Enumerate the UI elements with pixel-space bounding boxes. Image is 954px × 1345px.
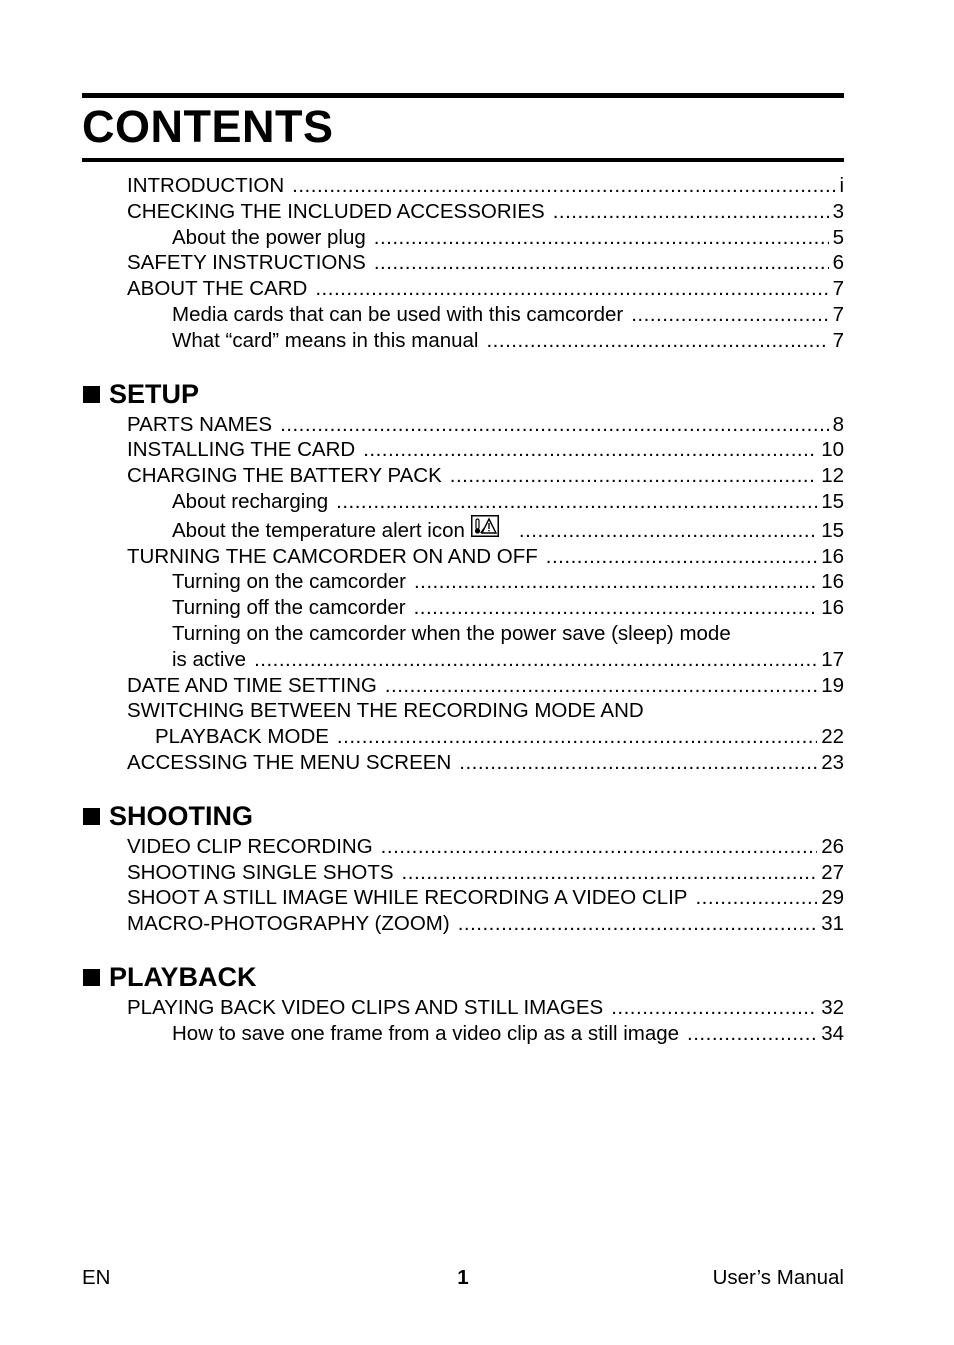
leader-dots — [687, 1021, 817, 1047]
section-heading-text: PLAYBACK — [109, 962, 257, 993]
toc-entry[interactable] — [82, 698, 844, 724]
title-rule-bottom — [82, 158, 844, 162]
leader-dots — [611, 995, 817, 1021]
toc-entry[interactable] — [82, 463, 844, 489]
footer-page-number: 1 — [457, 1266, 469, 1289]
toc-entry-page: 17 — [821, 647, 844, 671]
toc-entry-page: 29 — [821, 886, 844, 910]
leader-dots — [315, 276, 828, 302]
section-heading — [82, 961, 844, 995]
leader-dots — [363, 437, 817, 463]
leader-dots — [458, 911, 817, 937]
toc-entry-page: 16 — [821, 596, 844, 620]
toc-entry-label: ABOUT THE CARD — [127, 277, 308, 301]
toc-entry[interactable] — [82, 647, 844, 673]
toc-entry-label: MACRO-PHOTOGRAPHY (ZOOM) — [127, 912, 450, 936]
square-bullet-icon — [83, 808, 100, 825]
square-bullet-icon — [83, 969, 100, 986]
toc-section-setup — [82, 378, 844, 776]
leader-dots — [280, 412, 829, 438]
temperature-alert-icon — [471, 515, 499, 544]
toc-entry-page: 7 — [832, 277, 844, 301]
toc-entry-label: VIDEO CLIP RECORDING — [127, 834, 373, 858]
toc-section-shooting — [82, 800, 844, 937]
toc-entry-label: CHARGING THE BATTERY PACK — [127, 464, 442, 488]
leader-dots — [381, 834, 818, 860]
toc-entry-label: ACCESSING THE MENU SCREEN — [127, 750, 452, 774]
toc-entry[interactable] — [82, 225, 844, 251]
toc-entry[interactable] — [82, 173, 844, 199]
toc-entry[interactable] — [82, 515, 844, 544]
toc-entry[interactable] — [82, 437, 844, 463]
leader-dots — [402, 860, 818, 886]
leader-dots — [337, 724, 817, 750]
toc-entry-page: i — [839, 174, 844, 197]
toc-entry-page: 22 — [821, 725, 844, 749]
toc-entry-label: is active — [172, 647, 247, 671]
toc-entry-page: 7 — [832, 302, 844, 326]
toc-entry-page: 10 — [821, 438, 844, 462]
toc-entry-label: PARTS NAMES — [127, 412, 273, 436]
leader-dots — [553, 199, 829, 225]
toc-entry[interactable] — [82, 489, 844, 515]
leader-dots — [374, 225, 829, 251]
leader-dots — [450, 463, 817, 489]
toc-entry-page: 6 — [832, 251, 844, 275]
toc-entry-page: 31 — [821, 912, 844, 936]
toc-entry-page: 15 — [821, 518, 844, 542]
toc-entry[interactable] — [82, 621, 844, 647]
toc-entry-label: Media cards that can be used with this camcorder — [172, 302, 624, 326]
toc-entry[interactable] — [82, 673, 844, 699]
toc-entry[interactable] — [82, 1021, 844, 1047]
leader-dots — [459, 750, 817, 776]
leader-dots — [546, 544, 817, 570]
table-of-contents — [82, 173, 844, 1047]
toc-entry-label: About the power plug — [172, 225, 366, 249]
section-heading — [82, 800, 844, 834]
toc-entry-label: PLAYING BACK VIDEO CLIPS AND STILL IMAGES — [127, 995, 604, 1019]
section-heading-text: SETUP — [109, 379, 200, 410]
leader-dots — [374, 250, 829, 276]
toc-entry-page: 8 — [832, 412, 844, 436]
leader-dots — [292, 173, 835, 199]
toc-entry-label: Turning off the camcorder — [172, 596, 406, 620]
leader-dots — [385, 673, 817, 699]
toc-entry[interactable] — [82, 834, 844, 860]
leader-dots — [336, 489, 817, 515]
toc-entry-page: 16 — [821, 570, 844, 594]
toc-entry[interactable] — [82, 276, 844, 302]
toc-entry-label: About the temperature alert icon — [172, 518, 465, 542]
toc-entry[interactable] — [82, 595, 844, 621]
toc-entry[interactable] — [82, 412, 844, 438]
leader-dots — [486, 328, 828, 354]
toc-entry[interactable] — [82, 860, 844, 886]
toc-entry-label: INSTALLING THE CARD — [127, 438, 356, 462]
toc-entry-label: SHOOT A STILL IMAGE WHILE RECORDING A VIDEO CLIP — [127, 886, 688, 910]
toc-entry[interactable] — [82, 544, 844, 570]
toc-entry-label: DATE AND TIME SETTING — [127, 673, 377, 697]
toc-entry-page: 19 — [821, 673, 844, 697]
toc-entry-page: 27 — [821, 860, 844, 884]
toc-entry[interactable] — [82, 911, 844, 937]
toc-entry-label: CHECKING THE INCLUDED ACCESSORIES — [127, 199, 545, 223]
toc-entry-label: About recharging — [172, 489, 329, 513]
toc-entry[interactable] — [82, 328, 844, 354]
title-rule-top — [82, 93, 844, 98]
toc-entry-label: INTRODUCTION — [127, 174, 285, 197]
section-heading-text: SHOOTING — [109, 801, 254, 832]
toc-entry-label: SWITCHING BETWEEN THE RECORDING MODE AND — [127, 699, 644, 723]
toc-entry[interactable] — [82, 302, 844, 328]
toc-entry[interactable] — [82, 724, 844, 750]
toc-entry[interactable] — [82, 569, 844, 595]
toc-section-intro — [82, 173, 844, 354]
toc-entry-label: What “card” means in this manual — [172, 328, 479, 352]
toc-entry-page: 15 — [821, 489, 844, 513]
page-footer — [82, 1266, 844, 1292]
leader-dots — [631, 302, 828, 328]
toc-entry-page: 26 — [821, 834, 844, 858]
section-heading — [82, 378, 844, 412]
toc-entry-label: Turning on the camcorder when the power save (sleep) mode — [172, 621, 731, 645]
leader-dots — [414, 569, 817, 595]
footer-manual-title: User’s Manual — [712, 1266, 844, 1289]
leader-dots — [254, 647, 817, 673]
toc-entry[interactable] — [82, 885, 844, 911]
toc-entry-label: SHOOTING SINGLE SHOTS — [127, 860, 394, 884]
toc-entry-page: 3 — [832, 199, 844, 223]
toc-entry-page: 23 — [821, 750, 844, 774]
toc-entry-label: SAFETY INSTRUCTIONS — [127, 251, 366, 275]
page-title: CONTENTS — [82, 101, 334, 152]
footer-language: EN — [82, 1266, 111, 1289]
toc-entry[interactable] — [82, 995, 844, 1021]
toc-entry-page: 16 — [821, 544, 844, 568]
toc-entry-page: 12 — [821, 464, 844, 488]
toc-entry-page: 5 — [832, 225, 844, 249]
toc-entry-page: 34 — [821, 1021, 844, 1045]
toc-entry-page: 32 — [821, 995, 844, 1019]
toc-section-playback — [82, 961, 844, 1047]
toc-entry-label: TURNING THE CAMCORDER ON AND OFF — [127, 544, 538, 568]
square-bullet-icon — [83, 386, 100, 403]
toc-entry[interactable] — [82, 250, 844, 276]
toc-entry-label: Turning on the camcorder — [172, 570, 406, 594]
toc-entry[interactable] — [82, 750, 844, 776]
leader-dots — [695, 885, 817, 911]
toc-entry-label: How to save one frame from a video clip as a still image — [172, 1021, 680, 1045]
leader-dots — [414, 595, 818, 621]
leader-dots — [519, 518, 817, 544]
toc-entry-page: 7 — [832, 328, 844, 352]
toc-entry[interactable] — [82, 199, 844, 225]
toc-entry-label: PLAYBACK MODE — [155, 725, 329, 749]
